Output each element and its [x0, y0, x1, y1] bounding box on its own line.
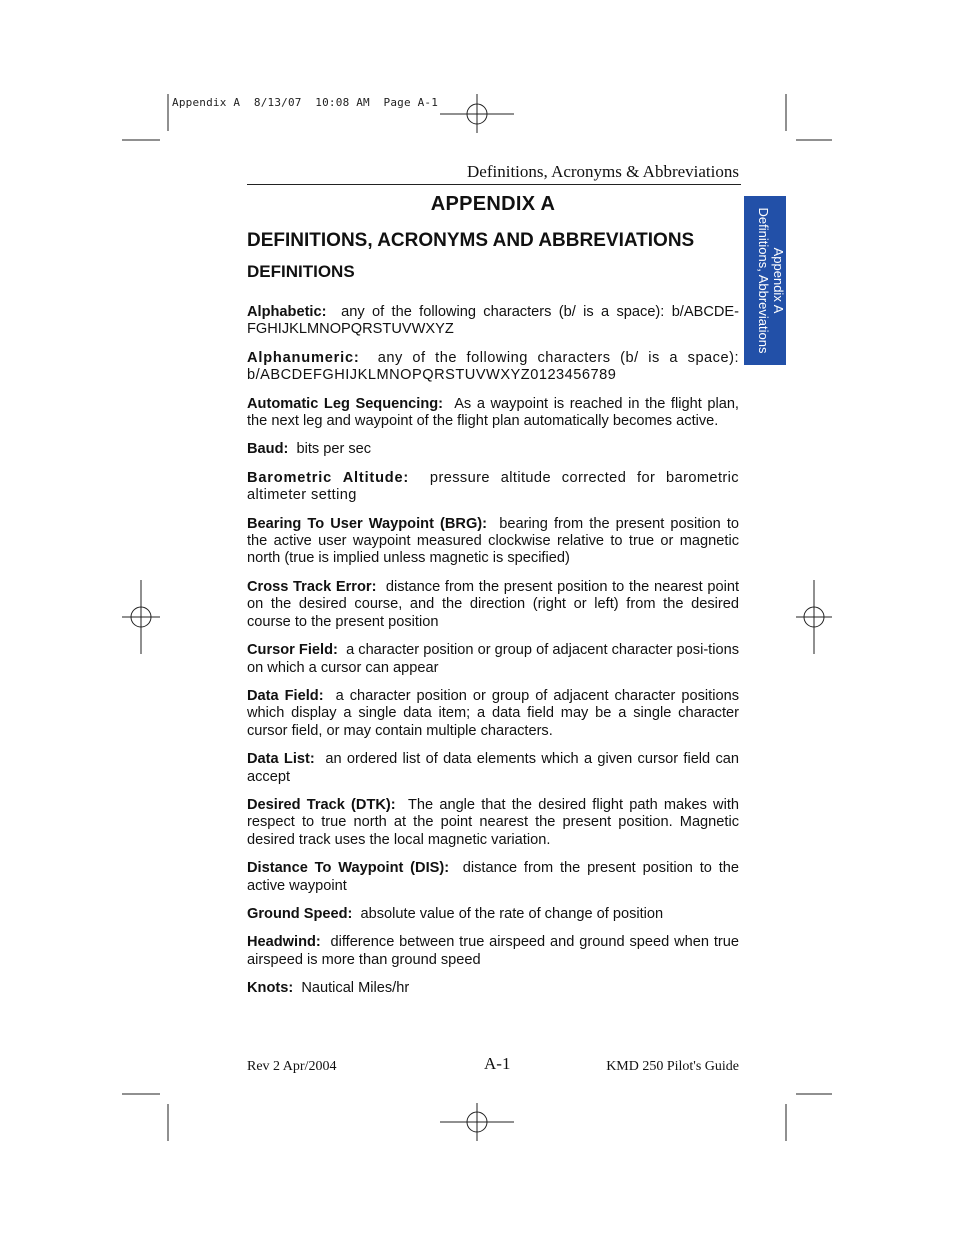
definition-term: Automatic Leg Sequencing: — [247, 395, 444, 412]
running-header-title: Definitions, Acronyms & Abbreviations — [467, 162, 739, 181]
definition-text: any of the following characters (b/ is a space): b/ABCDE-FGHIJKLMNOPQRSTUVWXYZ — [247, 304, 740, 338]
definition-text: pressure altitude corrected for barometric altimeter setting — [247, 469, 739, 504]
definition-item — [247, 797, 739, 849]
definition-text: distance from the present position to the nearest point on the desired course, and the direction (right or left) from the desired course to the present position — [247, 578, 739, 630]
definition-term: Alphabetic: — [247, 304, 327, 320]
definition-item — [247, 470, 739, 505]
definition-term: Cursor Field: — [247, 642, 338, 659]
definition-text: bits per sec — [296, 441, 372, 458]
definition-item — [247, 934, 739, 969]
definition-item — [247, 860, 739, 895]
header-rule — [247, 184, 741, 185]
definition-text: As a waypoint is reached in the flight plan, the next leg and waypoint of the flight plan automatically becomes active. — [247, 395, 739, 430]
definition-text: distance from the present position to the active waypoint — [247, 860, 739, 894]
definition-item — [247, 441, 739, 458]
side-tab-label — [756, 200, 786, 361]
definition-text: absolute value of the rate of change of position — [360, 905, 664, 922]
definition-term: Cross Track Error: — [247, 578, 377, 595]
footer-revision: Rev 2 Apr/2004 — [247, 1059, 337, 1074]
section-title: DEFINITIONS, ACRONYMS AND ABBREVIATIONS — [247, 230, 695, 251]
appendix-title: APPENDIX A — [430, 193, 556, 215]
definition-item — [247, 688, 739, 740]
definition-term: Alphanumeric: — [247, 349, 360, 366]
definition-term: Baud: — [247, 441, 289, 458]
print-slug: Appendix A 8/13/07 10:08 AM Page A-1 — [172, 96, 439, 109]
definition-item — [247, 906, 739, 923]
definition-item — [247, 751, 739, 786]
definition-term: Desired Track (DTK): — [247, 796, 396, 813]
definition-text: Nautical Miles/hr — [301, 980, 410, 997]
definition-term: Knots: — [247, 980, 294, 997]
side-tab — [744, 196, 786, 365]
definition-text: The angle that the desired flight path makes with respect to true north at the point nearest the present position. Magnetic desired track uses the local magnetic variation. — [247, 796, 740, 848]
footer-page-number: A-1 — [484, 1054, 511, 1073]
definitions-list — [247, 304, 739, 1009]
definition-text: a character position or group of adjacent character positions which display a single data item; a data field may be a single character cursor field, or may contain multiple characters. — [247, 687, 739, 739]
definition-text: difference between true airspeed and ground speed when true airspeed is more than ground speed — [247, 934, 740, 968]
definition-text: any of the following characters (b/ is a space): b/ABCDEFGHIJKLMNOPQRSTUVWXYZ0123456789 — [247, 349, 740, 384]
definition-term: Distance To Waypoint (DIS): — [247, 860, 450, 877]
definition-item — [247, 396, 739, 431]
definition-term: Data Field: — [247, 687, 324, 704]
footer-document-title: KMD 250 Pilot's Guide — [606, 1059, 739, 1074]
definition-term: Headwind: — [247, 934, 321, 951]
definition-term: Bearing To User Waypoint (BRG): — [247, 515, 488, 532]
definition-item — [247, 579, 739, 631]
definition-text: an ordered list of data elements which a given cursor field can accept — [247, 751, 739, 785]
definition-item — [247, 350, 739, 385]
side-tab-line-2: Definitions, Abbreviations — [756, 207, 771, 354]
side-tab-line-1: Appendix A — [771, 247, 786, 314]
definition-item — [247, 642, 739, 677]
definition-term: Data List: — [247, 751, 315, 768]
definition-item — [247, 304, 739, 339]
definition-item — [247, 516, 739, 568]
definition-text: a character position or group of adjacent character posi-tions on which a cursor can appear — [247, 642, 740, 676]
definition-term: Barometric Altitude: — [247, 469, 410, 486]
definition-term: Ground Speed: — [247, 905, 353, 922]
subsection-title: DEFINITIONS — [247, 262, 355, 281]
definition-item — [247, 980, 739, 997]
definition-text: bearing from the present position to the active user waypoint measured clockwise relative to true or magnetic north (true is implied unless magnetic is specified) — [247, 515, 739, 567]
